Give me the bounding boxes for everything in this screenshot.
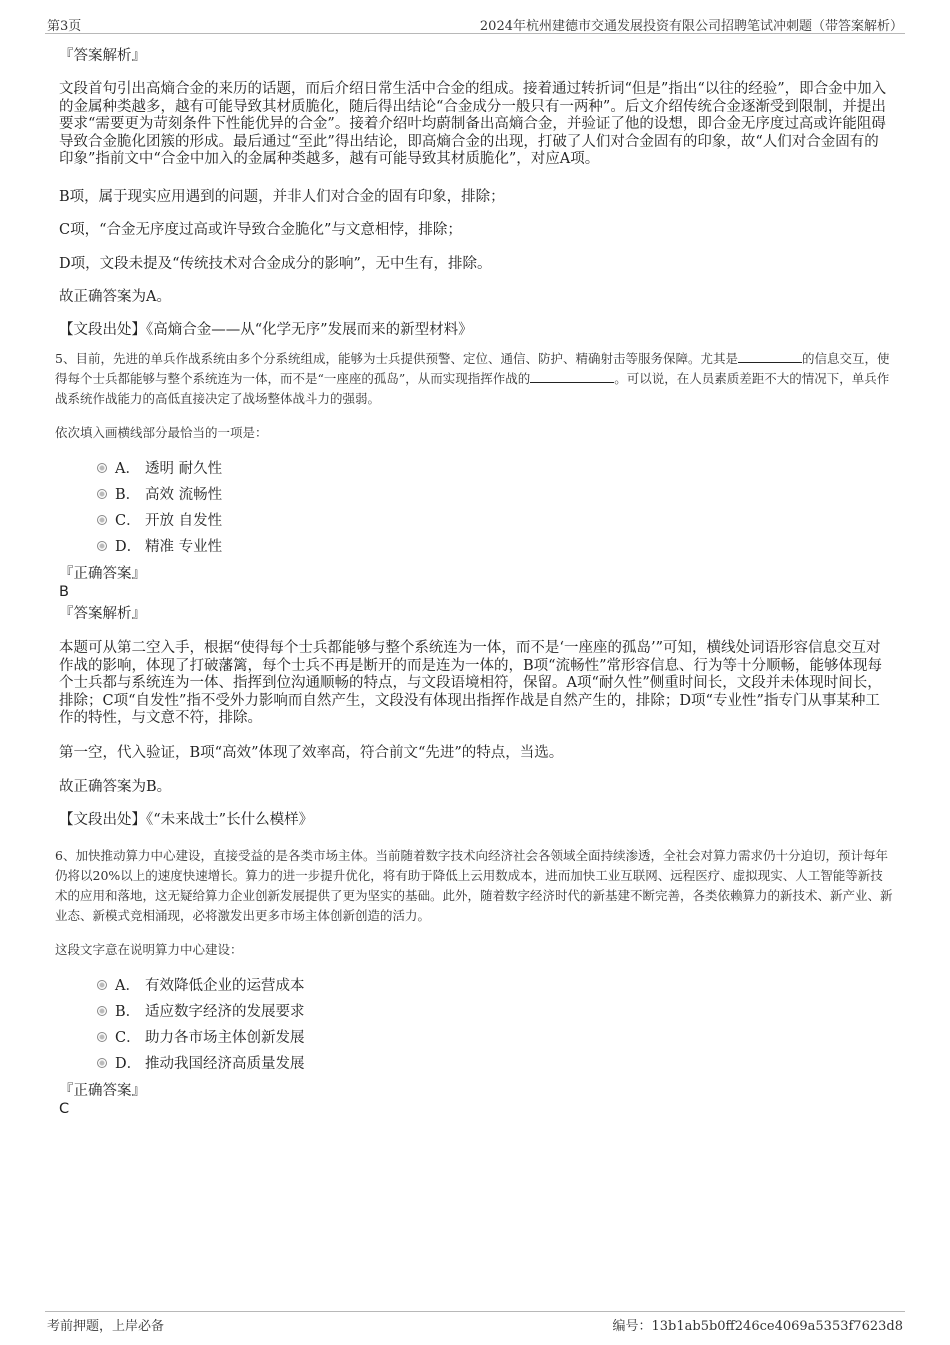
q5-stem-part1: 5、目前，先进的单兵作战系统由多个分系统组成，能够为士兵提供预警、定位、通信、防护、精确射击等服务保障。尤其是 [55,351,738,366]
option-text: 精准 专业性 [145,539,223,555]
option-text: 有效降低企业的运营成本 [145,978,305,994]
q5-answer-label: 『正确答案』 [59,566,146,582]
page-header [45,13,905,34]
q4-source: 【文段出处】《高熵合金——从“化学无序”发展而来的新型材料》 [59,322,473,338]
option-letter: A． [115,461,140,477]
option-text: 开放 自发性 [145,513,223,529]
q5-stem-part3: 。可以说，在人员素质差距不大的情况下，单兵作战系统作战能力的高低直接决定了战场整体战斗力的强弱。 [55,371,890,406]
q5-prompt: 依次填入画横线部分最恰当的一项是： [55,425,268,440]
q4-analysis-paragraph: 文段首句引出高熵合金的来历的话题，而后介绍日常生活中合金的组成。接着通过转折词“但是”指出“以往的经验”，即合金中加入的金属种类越多，越有可能导致其材质脆化，随后得出结论“合金成分一般只有一两种”。后文介绍传统合金逐渐受到限制，并提出要求“需要更为苛刻条件下性能优异的合金”。接着介绍叶均蔚制备出高熵合金，并验证了他的设想，即合金无序度过高或许能阻碍导致合金脆化团簇的形成。最后通过“至此”得出结论，即高熵合金的出现，打破了人们对合金固有的印象，故“人们对合金固有的印象”指前文中“合金中加入的金属种类越多，越有可能导致其材质脆化”，对应A项。 [59,81,887,167]
radio-icon[interactable] [97,1058,107,1068]
q6-option-d[interactable] [97,1055,305,1073]
q5-stem-part2: 的信息交互，使得每个士兵都能够与整个系统连为一体，而不是“一座座的孤岛”，从而实现指挥作战的 [55,351,890,386]
option-letter: C． [115,513,141,529]
radio-icon[interactable] [97,1006,107,1016]
q4-analysis-option-c: C项，“合金无序度过高或许导致合金脆化”与文意相悖，排除； [59,222,462,238]
option-letter: C． [115,1030,141,1046]
q5-option-a[interactable] [97,460,222,478]
q4-analysis-option-b: B项，属于现实应用遇到的问题，并非人们对合金的固有印象，排除； [59,189,505,205]
q5-conclusion: 故正确答案为B。 [59,779,172,795]
q5-option-c[interactable] [97,512,222,530]
radio-icon[interactable] [97,463,107,473]
option-letter: B． [115,487,141,503]
radio-icon[interactable] [97,1032,107,1042]
q5-option-b[interactable] [97,486,222,504]
q4-analysis-option-d: D项，文段未提及“传统技术对合金成分的影响”，无中生有，排除。 [59,256,492,272]
q5-answer: B [59,584,69,600]
option-letter: A． [115,978,140,994]
q5-option-d[interactable] [97,538,222,556]
q6-option-c[interactable] [97,1029,305,1047]
page-footer [45,1311,905,1334]
q6-option-a[interactable] [97,977,305,995]
option-letter: D． [115,539,142,555]
q5-analysis-paragraph: 本题可从第二空入手，根据“使得每个士兵都能够与整个系统连为一体，而不是‘一座座的孤岛’”可知，横线处词语形容信息交互对作战的影响，体现了打破藩篱，每个士兵不再是断开的而是连为一体的，B项“流畅性”常形容信息、行为等十分顺畅，能够体现每个士兵都与系统连为一体、指挥到位沟通顺畅的特点，与文段语境相符，保留。A项“耐久性”侧重时间长，文段并未体现时间长，排除；C项“自发性”指不受外力影响而自然产生，文段没有体现出指挥作战是自然产生的，排除；D项“专业性”指专门从事某种工作的特性，与文意不符，排除。 [59,640,882,726]
option-text: 透明 耐久性 [145,461,223,477]
radio-icon[interactable] [97,489,107,499]
page-number: 第3页 [47,19,82,34]
q6-stem: 6、加快推动算力中心建设，直接受益的是各类市场主体。当前随着数字技术向经济社会各领域全面持续渗透，全社会对算力需求仍十分迫切，预计每年仍将以20%以上的速度快速增长。算力的进一步提升优化，将有助于降低上云用数成本，进而加快工业互联网、远程医疗、虚拟现实、人工智能等新技术的应用和落地，这无疑给算力企业创新发展提供了更为坚实的基础。此外，随着数字经济时代的新基建不断完善，各类依赖算力的新技术、新产业、新业态、新模式竞相涌现，必将激发出更多市场主体创新创造的活力。 [55,848,893,923]
q6-answer-label: 『正确答案』 [59,1083,146,1099]
footer-slogan: 考前押题，上岸必备 [47,1319,165,1334]
document-title: 2024年杭州建德市交通发展投资有限公司招聘笔试冲刺题（带答案解析） [479,19,903,34]
radio-icon[interactable] [97,515,107,525]
q5-stem [55,349,895,409]
option-text: 高效 流畅性 [145,487,223,503]
radio-icon[interactable] [97,980,107,990]
q5-analysis-paragraph-2: 第一空，代入验证，B项“高效”体现了效率高，符合前文“先进”的特点，当选。 [59,745,564,761]
option-letter: D． [115,1056,142,1072]
option-text: 推动我国经济高质量发展 [145,1056,305,1072]
q4-conclusion: 故正确答案为A。 [59,289,171,305]
q6-answer: C [59,1101,70,1117]
q6-option-b[interactable] [97,1003,305,1021]
option-letter: B． [115,1004,141,1020]
radio-icon[interactable] [97,541,107,551]
q5-blank-1 [738,350,802,363]
q4-analysis-label: 『答案解析』 [59,48,146,64]
document-id: 编号：13b1ab5b0ff246ce4069a5353f7623d8 [612,1319,903,1334]
q5-source: 【文段出处】《“未来战士”长什么模样》 [59,812,314,828]
option-text: 适应数字经济的发展要求 [145,1004,305,1020]
q5-blank-2 [530,370,614,383]
option-text: 助力各市场主体创新发展 [145,1030,305,1046]
q5-analysis-label: 『答案解析』 [59,606,146,622]
q6-prompt: 这段文字意在说明算力中心建设： [55,942,243,957]
